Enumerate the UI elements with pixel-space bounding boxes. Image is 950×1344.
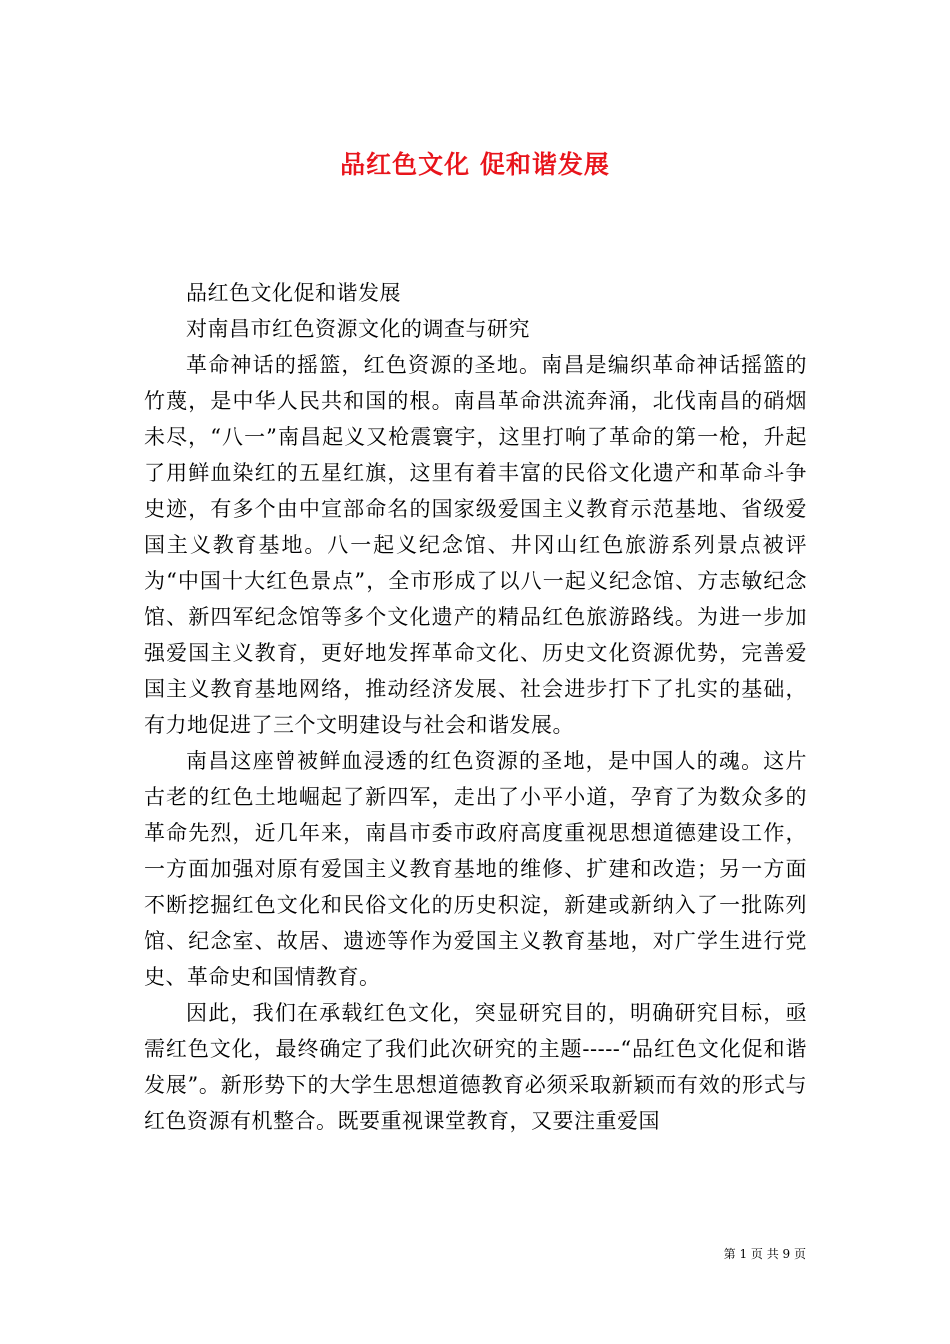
page-number: 第 1 页 共 9 页 [723, 1247, 806, 1261]
paragraph-subtitle: 品红色文化促和谐发展 [186, 281, 401, 305]
document-body [144, 275, 807, 1139]
paragraph-research-title: 对南昌市红色资源文化的调查与研究 [186, 317, 530, 341]
paragraph-nanchang: 南昌这座曾被鲜血浸透的红色资源的圣地，是中国人的魂。这片古老的红色土地崛起了新四军，走出了小平小道，孕育了为数众多的革命先烈，近几年来，南昌市委市政府高度重视思想道德建设工作，一方面加强对原有爱国主义教育基地的维修、扩建和改造；另一方面不断挖掘红色文化和民俗文化的历史积淀，新建或新纳入了一批陈列馆、纪念室、故居、遗迹等作为爱国主义教育基地，对广学生进行党史、革命史和国情教育。 [144, 749, 807, 989]
paragraph-purpose: 因此，我们在承载红色文化，突显研究目的，明确研究目标，亟需红色文化，最终确定了我们此次研究的主题-----“品红色文化促和谐发展”。新形势下的大学生思想道德教育必须采取新颖而有效的形式与红色资源有机整合。既要重视课堂教育，又要注重爱国 [144, 1001, 807, 1133]
paragraph-intro: 革命神话的摇篮，红色资源的圣地。南昌是编织革命神话摇篮的竹蔑，是中华人民共和国的根。南昌革命洪流奔涌，北伐南昌的硝烟未尽，“八一”南昌起义又枪震寰宇，这里打响了革命的第一枪，升起了用鲜血染红的五星红旗，这里有着丰富的民俗文化遗产和革命斗争史迹，有多个由中宣部命名的国家级爱国主义教育示范基地、省级爱国主义教育基地。八一起义纪念馆、井冈山红色旅游系列景点被评为“中国十大红色景点”，全市形成了以八一起义纪念馆、方志敏纪念馆、新四军纪念馆等多个文化遗产的精品红色旅游路线。为进一步加强爱国主义教育，更好地发挥革命文化、历史文化资源优势，完善爱国主义教育基地网络，推动经济发展、社会进步打下了扎实的基础，有力地促进了三个文明建设与社会和谐发展。 [144, 353, 807, 737]
document-title: 品红色文化 促和谐发展 [340, 149, 610, 179]
